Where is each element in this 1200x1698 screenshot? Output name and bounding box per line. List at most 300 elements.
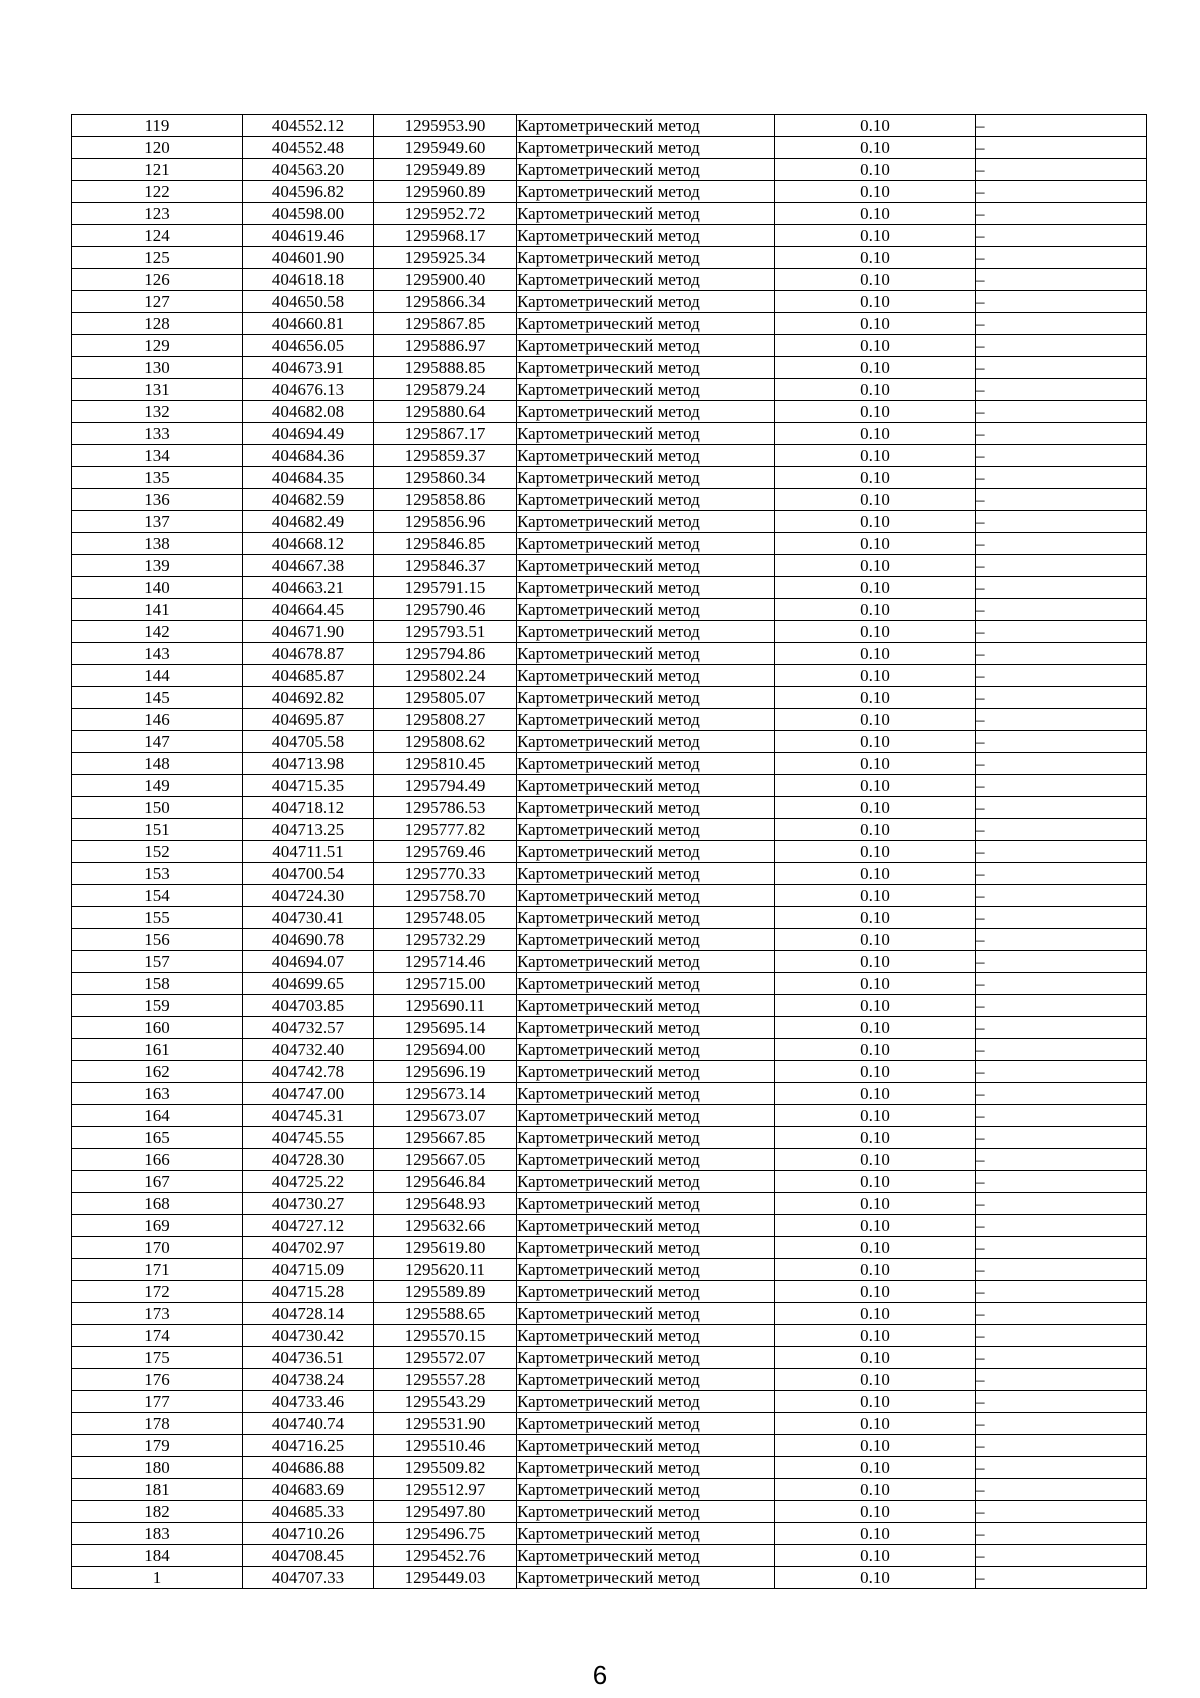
point-number-cell: 153 (72, 863, 243, 885)
accuracy-cell: 0.10 (775, 731, 976, 753)
point-number-cell: 151 (72, 819, 243, 841)
table-row (72, 929, 1147, 951)
method-cell: Картометрический метод (517, 489, 775, 511)
method-cell: Картометрический метод (517, 1237, 775, 1259)
point-number-cell: 138 (72, 533, 243, 555)
x-coordinate-cell: 404596.82 (243, 181, 374, 203)
method-cell: Картометрический метод (517, 1017, 775, 1039)
y-coordinate-cell: 1295810.45 (374, 753, 517, 775)
accuracy-cell: 0.10 (775, 225, 976, 247)
method-cell: Картометрический метод (517, 819, 775, 841)
y-coordinate-cell: 1295952.72 (374, 203, 517, 225)
point-number-cell: 161 (72, 1039, 243, 1061)
method-cell: Картометрический метод (517, 1039, 775, 1061)
x-coordinate-cell: 404660.81 (243, 313, 374, 335)
y-coordinate-cell: 1295452.76 (374, 1545, 517, 1567)
point-number-cell: 165 (72, 1127, 243, 1149)
note-cell: – (976, 1281, 1147, 1303)
table-row (72, 1127, 1147, 1149)
note-cell: – (976, 929, 1147, 951)
y-coordinate-cell: 1295497.80 (374, 1501, 517, 1523)
method-cell: Картометрический метод (517, 709, 775, 731)
table-row (72, 137, 1147, 159)
x-coordinate-cell: 404601.90 (243, 247, 374, 269)
table-row (72, 1105, 1147, 1127)
x-coordinate-cell: 404730.27 (243, 1193, 374, 1215)
accuracy-cell: 0.10 (775, 1083, 976, 1105)
note-cell: – (976, 599, 1147, 621)
table-row (72, 599, 1147, 621)
note-cell: – (976, 1259, 1147, 1281)
method-cell: Картометрический метод (517, 247, 775, 269)
note-cell: – (976, 291, 1147, 313)
method-cell: Картометрический метод (517, 159, 775, 181)
table-row (72, 467, 1147, 489)
x-coordinate-cell: 404711.51 (243, 841, 374, 863)
method-cell: Картометрический метод (517, 225, 775, 247)
table-row (72, 379, 1147, 401)
point-number-cell: 147 (72, 731, 243, 753)
table-row (72, 709, 1147, 731)
method-cell: Картометрический метод (517, 929, 775, 951)
table-row (72, 951, 1147, 973)
y-coordinate-cell: 1295793.51 (374, 621, 517, 643)
y-coordinate-cell: 1295690.11 (374, 995, 517, 1017)
method-cell: Картометрический метод (517, 1281, 775, 1303)
accuracy-cell: 0.10 (775, 1281, 976, 1303)
note-cell: – (976, 467, 1147, 489)
method-cell: Картометрический метод (517, 1413, 775, 1435)
x-coordinate-cell: 404728.14 (243, 1303, 374, 1325)
table-row (72, 357, 1147, 379)
x-coordinate-cell: 404732.57 (243, 1017, 374, 1039)
y-coordinate-cell: 1295646.84 (374, 1171, 517, 1193)
accuracy-cell: 0.10 (775, 775, 976, 797)
point-number-cell: 142 (72, 621, 243, 643)
note-cell: – (976, 709, 1147, 731)
point-number-cell: 144 (72, 665, 243, 687)
method-cell: Картометрический метод (517, 621, 775, 643)
x-coordinate-cell: 404715.28 (243, 1281, 374, 1303)
note-cell: – (976, 841, 1147, 863)
method-cell: Картометрический метод (517, 885, 775, 907)
table-row (72, 1149, 1147, 1171)
note-cell: – (976, 621, 1147, 643)
y-coordinate-cell: 1295925.34 (374, 247, 517, 269)
point-number-cell: 183 (72, 1523, 243, 1545)
y-coordinate-cell: 1295619.80 (374, 1237, 517, 1259)
point-number-cell: 128 (72, 313, 243, 335)
point-number-cell: 135 (72, 467, 243, 489)
x-coordinate-cell: 404736.51 (243, 1347, 374, 1369)
accuracy-cell: 0.10 (775, 1501, 976, 1523)
point-number-cell: 170 (72, 1237, 243, 1259)
x-coordinate-cell: 404694.07 (243, 951, 374, 973)
y-coordinate-cell: 1295695.14 (374, 1017, 517, 1039)
note-cell: – (976, 995, 1147, 1017)
x-coordinate-cell: 404716.25 (243, 1435, 374, 1457)
method-cell: Картометрический метод (517, 687, 775, 709)
x-coordinate-cell: 404740.74 (243, 1413, 374, 1435)
x-coordinate-cell: 404694.49 (243, 423, 374, 445)
note-cell: – (976, 1215, 1147, 1237)
note-cell: – (976, 731, 1147, 753)
y-coordinate-cell: 1295805.07 (374, 687, 517, 709)
note-cell: – (976, 1171, 1147, 1193)
point-number-cell: 166 (72, 1149, 243, 1171)
accuracy-cell: 0.10 (775, 1391, 976, 1413)
x-coordinate-cell: 404745.31 (243, 1105, 374, 1127)
table-row (72, 731, 1147, 753)
y-coordinate-cell: 1295715.00 (374, 973, 517, 995)
method-cell: Картометрический метод (517, 775, 775, 797)
y-coordinate-cell: 1295769.46 (374, 841, 517, 863)
table-row (72, 1413, 1147, 1435)
table-row (72, 1347, 1147, 1369)
x-coordinate-cell: 404676.13 (243, 379, 374, 401)
table-row (72, 775, 1147, 797)
y-coordinate-cell: 1295900.40 (374, 269, 517, 291)
note-cell: – (976, 753, 1147, 775)
note-cell: – (976, 1061, 1147, 1083)
y-coordinate-cell: 1295758.70 (374, 885, 517, 907)
x-coordinate-cell: 404671.90 (243, 621, 374, 643)
note-cell: – (976, 203, 1147, 225)
point-number-cell: 175 (72, 1347, 243, 1369)
note-cell: – (976, 1369, 1147, 1391)
table-row (72, 995, 1147, 1017)
point-number-cell: 131 (72, 379, 243, 401)
point-number-cell: 125 (72, 247, 243, 269)
note-cell: – (976, 1083, 1147, 1105)
accuracy-cell: 0.10 (775, 181, 976, 203)
y-coordinate-cell: 1295449.03 (374, 1567, 517, 1589)
method-cell: Картометрический метод (517, 1457, 775, 1479)
method-cell: Картометрический метод (517, 401, 775, 423)
note-cell: – (976, 445, 1147, 467)
y-coordinate-cell: 1295866.34 (374, 291, 517, 313)
note-cell: – (976, 1545, 1147, 1567)
note-cell: – (976, 159, 1147, 181)
method-cell: Картометрический метод (517, 797, 775, 819)
x-coordinate-cell: 404724.30 (243, 885, 374, 907)
x-coordinate-cell: 404667.38 (243, 555, 374, 577)
accuracy-cell: 0.10 (775, 841, 976, 863)
method-cell: Картометрический метод (517, 1083, 775, 1105)
y-coordinate-cell: 1295510.46 (374, 1435, 517, 1457)
point-number-cell: 122 (72, 181, 243, 203)
note-cell: – (976, 511, 1147, 533)
point-number-cell: 154 (72, 885, 243, 907)
note-cell: – (976, 533, 1147, 555)
point-number-cell: 171 (72, 1259, 243, 1281)
x-coordinate-cell: 404682.49 (243, 511, 374, 533)
table-row (72, 489, 1147, 511)
x-coordinate-cell: 404715.35 (243, 775, 374, 797)
point-number-cell: 121 (72, 159, 243, 181)
accuracy-cell: 0.10 (775, 511, 976, 533)
x-coordinate-cell: 404742.78 (243, 1061, 374, 1083)
x-coordinate-cell: 404715.09 (243, 1259, 374, 1281)
x-coordinate-cell: 404552.12 (243, 115, 374, 137)
y-coordinate-cell: 1295846.85 (374, 533, 517, 555)
y-coordinate-cell: 1295790.46 (374, 599, 517, 621)
accuracy-cell: 0.10 (775, 1127, 976, 1149)
point-number-cell: 180 (72, 1457, 243, 1479)
table-row (72, 819, 1147, 841)
x-coordinate-cell: 404703.85 (243, 995, 374, 1017)
table-row (72, 1259, 1147, 1281)
note-cell: – (976, 1149, 1147, 1171)
point-number-cell: 1 (72, 1567, 243, 1589)
note-cell: – (976, 1105, 1147, 1127)
point-number-cell: 149 (72, 775, 243, 797)
y-coordinate-cell: 1295867.17 (374, 423, 517, 445)
point-number-cell: 126 (72, 269, 243, 291)
accuracy-cell: 0.10 (775, 1171, 976, 1193)
note-cell: – (976, 1237, 1147, 1259)
x-coordinate-cell: 404699.65 (243, 973, 374, 995)
accuracy-cell: 0.10 (775, 1523, 976, 1545)
table-row (72, 247, 1147, 269)
x-coordinate-cell: 404683.69 (243, 1479, 374, 1501)
point-number-cell: 123 (72, 203, 243, 225)
point-number-cell: 169 (72, 1215, 243, 1237)
table-row (72, 203, 1147, 225)
accuracy-cell: 0.10 (775, 247, 976, 269)
y-coordinate-cell: 1295589.89 (374, 1281, 517, 1303)
point-number-cell: 143 (72, 643, 243, 665)
table-row (72, 885, 1147, 907)
accuracy-cell: 0.10 (775, 401, 976, 423)
accuracy-cell: 0.10 (775, 203, 976, 225)
method-cell: Картометрический метод (517, 203, 775, 225)
note-cell: – (976, 1479, 1147, 1501)
method-cell: Картометрический метод (517, 841, 775, 863)
point-number-cell: 156 (72, 929, 243, 951)
y-coordinate-cell: 1295808.27 (374, 709, 517, 731)
accuracy-cell: 0.10 (775, 973, 976, 995)
note-cell: – (976, 687, 1147, 709)
method-cell: Картометрический метод (517, 1193, 775, 1215)
table-row (72, 577, 1147, 599)
x-coordinate-cell: 404695.87 (243, 709, 374, 731)
accuracy-cell: 0.10 (775, 1413, 976, 1435)
table-row (72, 973, 1147, 995)
point-number-cell: 134 (72, 445, 243, 467)
table-row (72, 1083, 1147, 1105)
accuracy-cell: 0.10 (775, 335, 976, 357)
method-cell: Картометрический метод (517, 973, 775, 995)
method-cell: Картометрический метод (517, 335, 775, 357)
y-coordinate-cell: 1295748.05 (374, 907, 517, 929)
y-coordinate-cell: 1295879.24 (374, 379, 517, 401)
point-number-cell: 163 (72, 1083, 243, 1105)
x-coordinate-cell: 404618.18 (243, 269, 374, 291)
note-cell: – (976, 1325, 1147, 1347)
x-coordinate-cell: 404656.05 (243, 335, 374, 357)
point-number-cell: 132 (72, 401, 243, 423)
x-coordinate-cell: 404700.54 (243, 863, 374, 885)
point-number-cell: 130 (72, 357, 243, 379)
y-coordinate-cell: 1295531.90 (374, 1413, 517, 1435)
accuracy-cell: 0.10 (775, 929, 976, 951)
point-number-cell: 168 (72, 1193, 243, 1215)
y-coordinate-cell: 1295694.00 (374, 1039, 517, 1061)
method-cell: Картометрический метод (517, 467, 775, 489)
note-cell: – (976, 423, 1147, 445)
accuracy-cell: 0.10 (775, 1479, 976, 1501)
note-cell: – (976, 115, 1147, 137)
note-cell: – (976, 225, 1147, 247)
accuracy-cell: 0.10 (775, 863, 976, 885)
table-row (72, 1501, 1147, 1523)
table-row (72, 1171, 1147, 1193)
x-coordinate-cell: 404685.33 (243, 1501, 374, 1523)
x-coordinate-cell: 404710.26 (243, 1523, 374, 1545)
table-row (72, 1017, 1147, 1039)
method-cell: Картометрический метод (517, 1303, 775, 1325)
y-coordinate-cell: 1295858.86 (374, 489, 517, 511)
table-row (72, 1039, 1147, 1061)
accuracy-cell: 0.10 (775, 159, 976, 181)
x-coordinate-cell: 404730.42 (243, 1325, 374, 1347)
accuracy-cell: 0.10 (775, 313, 976, 335)
method-cell: Картометрический метод (517, 577, 775, 599)
y-coordinate-cell: 1295949.60 (374, 137, 517, 159)
method-cell: Картометрический метод (517, 907, 775, 929)
y-coordinate-cell: 1295588.65 (374, 1303, 517, 1325)
method-cell: Картометрический метод (517, 1215, 775, 1237)
point-number-cell: 124 (72, 225, 243, 247)
note-cell: – (976, 797, 1147, 819)
accuracy-cell: 0.10 (775, 489, 976, 511)
y-coordinate-cell: 1295667.85 (374, 1127, 517, 1149)
accuracy-cell: 0.10 (775, 753, 976, 775)
note-cell: – (976, 775, 1147, 797)
point-number-cell: 139 (72, 555, 243, 577)
y-coordinate-cell: 1295714.46 (374, 951, 517, 973)
accuracy-cell: 0.10 (775, 115, 976, 137)
point-number-cell: 133 (72, 423, 243, 445)
note-cell: – (976, 1391, 1147, 1413)
accuracy-cell: 0.10 (775, 709, 976, 731)
accuracy-cell: 0.10 (775, 555, 976, 577)
x-coordinate-cell: 404598.00 (243, 203, 374, 225)
note-cell: – (976, 907, 1147, 929)
note-cell: – (976, 357, 1147, 379)
table-row (72, 1369, 1147, 1391)
method-cell: Картометрический метод (517, 533, 775, 555)
table-row (72, 841, 1147, 863)
x-coordinate-cell: 404664.45 (243, 599, 374, 621)
point-number-cell: 120 (72, 137, 243, 159)
method-cell: Картометрический метод (517, 995, 775, 1017)
x-coordinate-cell: 404619.46 (243, 225, 374, 247)
method-cell: Картометрический метод (517, 357, 775, 379)
method-cell: Картометрический метод (517, 599, 775, 621)
method-cell: Картометрический метод (517, 291, 775, 313)
accuracy-cell: 0.10 (775, 379, 976, 401)
y-coordinate-cell: 1295886.97 (374, 335, 517, 357)
note-cell: – (976, 643, 1147, 665)
accuracy-cell: 0.10 (775, 599, 976, 621)
accuracy-cell: 0.10 (775, 269, 976, 291)
note-cell: – (976, 819, 1147, 841)
accuracy-cell: 0.10 (775, 1259, 976, 1281)
x-coordinate-cell: 404727.12 (243, 1215, 374, 1237)
method-cell: Картометрический метод (517, 1171, 775, 1193)
x-coordinate-cell: 404713.98 (243, 753, 374, 775)
method-cell: Картометрический метод (517, 753, 775, 775)
table-row (72, 511, 1147, 533)
accuracy-cell: 0.10 (775, 621, 976, 643)
method-cell: Картометрический метод (517, 313, 775, 335)
method-cell: Картометрический метод (517, 1105, 775, 1127)
point-number-cell: 174 (72, 1325, 243, 1347)
note-cell: – (976, 137, 1147, 159)
note-cell: – (976, 335, 1147, 357)
accuracy-cell: 0.10 (775, 1105, 976, 1127)
page-number: 6 (592, 1660, 608, 1690)
point-number-cell: 136 (72, 489, 243, 511)
x-coordinate-cell: 404730.41 (243, 907, 374, 929)
method-cell: Картометрический метод (517, 951, 775, 973)
note-cell: – (976, 1501, 1147, 1523)
table-row (72, 1061, 1147, 1083)
x-coordinate-cell: 404692.82 (243, 687, 374, 709)
x-coordinate-cell: 404686.88 (243, 1457, 374, 1479)
accuracy-cell: 0.10 (775, 137, 976, 159)
note-cell: – (976, 1193, 1147, 1215)
table-row (72, 555, 1147, 577)
table-row (72, 159, 1147, 181)
point-number-cell: 127 (72, 291, 243, 313)
note-cell: – (976, 973, 1147, 995)
method-cell: Картометрический метод (517, 445, 775, 467)
x-coordinate-cell: 404718.12 (243, 797, 374, 819)
note-cell: – (976, 577, 1147, 599)
x-coordinate-cell: 404684.36 (243, 445, 374, 467)
table-row (72, 1391, 1147, 1413)
table-row (72, 687, 1147, 709)
method-cell: Картометрический метод (517, 511, 775, 533)
y-coordinate-cell: 1295856.96 (374, 511, 517, 533)
table-row (72, 1523, 1147, 1545)
method-cell: Картометрический метод (517, 1391, 775, 1413)
y-coordinate-cell: 1295512.97 (374, 1479, 517, 1501)
accuracy-cell: 0.10 (775, 907, 976, 929)
x-coordinate-cell: 404728.30 (243, 1149, 374, 1171)
method-cell: Картометрический метод (517, 181, 775, 203)
method-cell: Картометрический метод (517, 665, 775, 687)
y-coordinate-cell: 1295509.82 (374, 1457, 517, 1479)
accuracy-cell: 0.10 (775, 1303, 976, 1325)
note-cell: – (976, 555, 1147, 577)
coordinates-table-body (72, 115, 1147, 1589)
method-cell: Картометрический метод (517, 1501, 775, 1523)
method-cell: Картометрический метод (517, 1347, 775, 1369)
method-cell: Картометрический метод (517, 1061, 775, 1083)
accuracy-cell: 0.10 (775, 1347, 976, 1369)
x-coordinate-cell: 404725.22 (243, 1171, 374, 1193)
y-coordinate-cell: 1295960.89 (374, 181, 517, 203)
y-coordinate-cell: 1295673.07 (374, 1105, 517, 1127)
table-row (72, 401, 1147, 423)
point-number-cell: 181 (72, 1479, 243, 1501)
table-row (72, 1545, 1147, 1567)
note-cell: – (976, 269, 1147, 291)
